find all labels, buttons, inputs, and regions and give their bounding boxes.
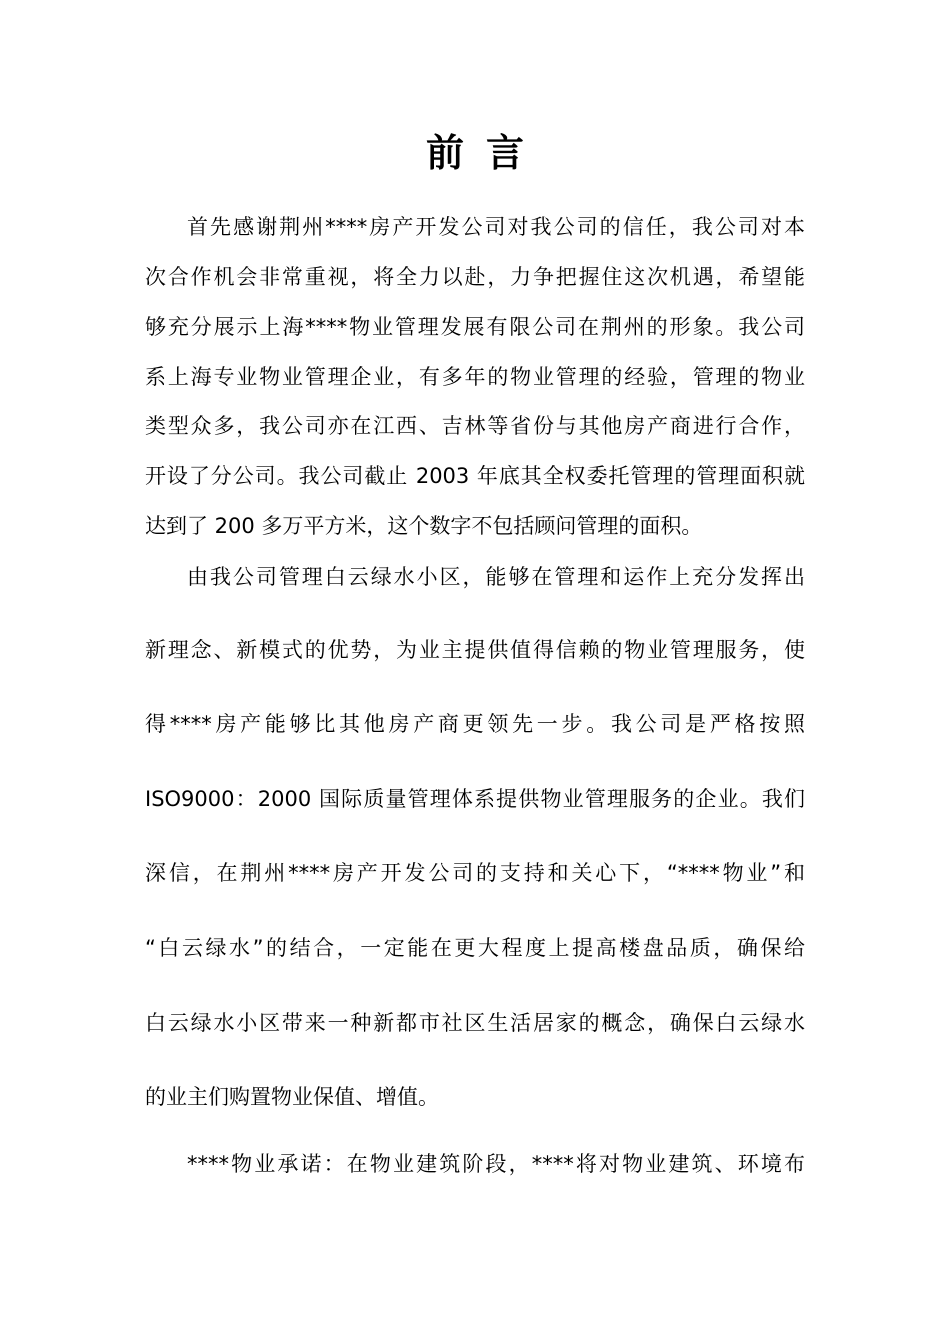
paragraph-2-line-6: “白云绿水”的结合，一定能在更大程度上提高楼盘品质，确保给: [145, 936, 805, 960]
paragraph-1-line-1: 首先感谢荆州****房产开发公司对我公司的信任，我公司对本: [187, 215, 805, 239]
paragraph-1-line-6: 开设了分公司。我公司截止 2003 年底其全权委托管理的管理面积就: [145, 464, 805, 488]
paragraph-3-line-1: ****物业承诺：在物业建筑阶段，****将对物业建筑、环境布: [187, 1152, 805, 1176]
paragraph-2-line-7: 白云绿水小区带来一种新都市社区生活居家的概念，确保白云绿水: [145, 1011, 805, 1035]
paragraph-1-line-2: 次合作机会非常重视，将全力以赴，力争把握住这次机遇，希望能: [145, 265, 805, 289]
paragraph-2-line-1: 由我公司管理白云绿水小区，能够在管理和运作上充分发挥出: [187, 565, 805, 589]
paragraph-1-line-7: 达到了 200 多万平方米，这个数字不包括顾问管理的面积。: [145, 514, 703, 538]
page-title: 前言: [425, 130, 546, 175]
paragraph-2-line-4: ISO9000：2000 国际质量管理体系提供物业管理服务的企业。我们: [145, 787, 805, 811]
paragraph-1-line-5: 类型众多，我公司亦在江西、吉林等省份与其他房产商进行合作，: [145, 414, 805, 438]
paragraph-2-line-5: 深信，在荆州****房产开发公司的支持和关心下，“****物业”和: [145, 861, 805, 885]
paragraph-2-line-3: 得****房产能够比其他房产商更领先一步。我公司是严格按照: [145, 712, 805, 736]
paragraph-2-line-8: 的业主们购置物业保值、增值。: [145, 1085, 439, 1109]
paragraph-2-line-2: 新理念、新模式的优势，为业主提供值得信赖的物业管理服务，使: [145, 638, 805, 662]
paragraph-1-line-3: 够充分展示上海****物业管理发展有限公司在荆州的形象。我公司: [145, 315, 805, 339]
paragraph-1-line-4: 系上海专业物业管理企业，有多年的物业管理的经验，管理的物业: [145, 365, 805, 389]
